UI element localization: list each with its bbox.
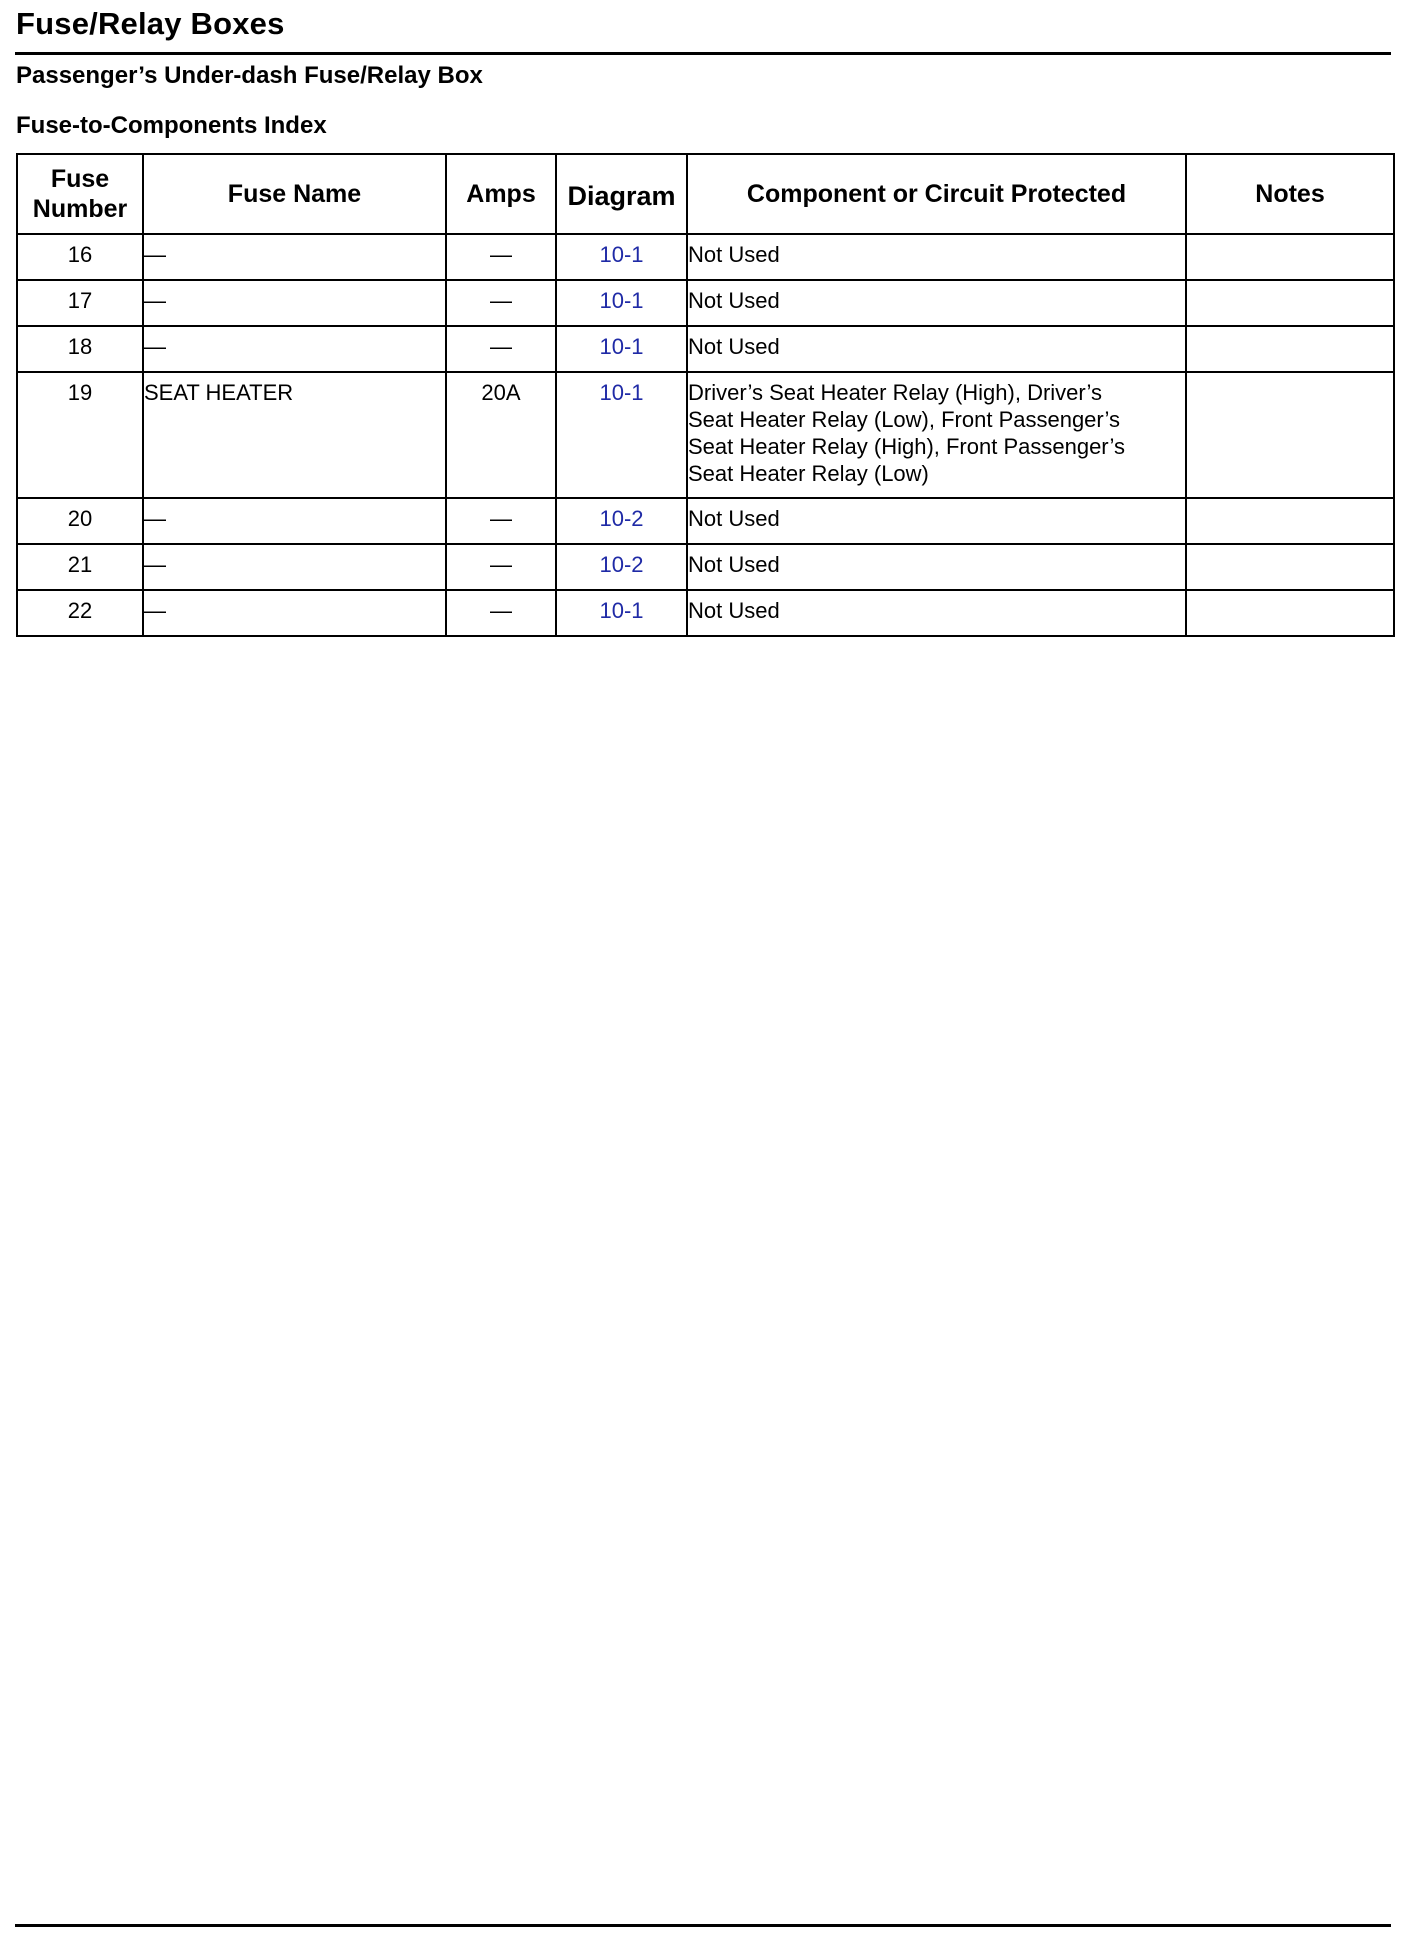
diagram-link[interactable]: 10-1	[556, 590, 687, 636]
fuse-number-cell: 16	[17, 234, 143, 280]
table-row	[17, 234, 1394, 280]
fuse-name-cell: —	[143, 590, 446, 636]
section-title: Passenger’s Under-dash Fuse/Relay Box	[16, 62, 483, 89]
footer-divider	[15, 1924, 1391, 1927]
index-title: Fuse-to-Components Index	[16, 112, 327, 139]
fuse-name-cell: —	[143, 326, 446, 372]
amps-cell: 20A	[446, 372, 556, 498]
notes-cell	[1186, 498, 1394, 544]
fuse-name-cell: —	[143, 498, 446, 544]
fuse-name-cell: SEAT HEATER	[143, 372, 446, 498]
table-row	[17, 544, 1394, 590]
component-cell: Not Used	[687, 544, 1186, 590]
amps-cell: —	[446, 280, 556, 326]
table-row	[17, 498, 1394, 544]
component-cell: Not Used	[687, 234, 1186, 280]
header-fuse-number-line2: Number	[32, 195, 128, 223]
notes-cell	[1186, 590, 1394, 636]
notes-cell	[1186, 234, 1394, 280]
amps-cell: —	[446, 498, 556, 544]
diagram-link[interactable]: 10-1	[556, 326, 687, 372]
notes-cell	[1186, 280, 1394, 326]
diagram-link[interactable]: 10-1	[556, 372, 687, 498]
component-line: Seat Heater Relay (High), Front Passenger’s	[688, 434, 1125, 459]
table-row	[17, 280, 1394, 326]
diagram-link[interactable]: 10-2	[556, 544, 687, 590]
table-row	[17, 326, 1394, 372]
component-cell: Not Used	[687, 280, 1186, 326]
component-line: Seat Heater Relay (Low)	[688, 461, 929, 486]
diagram-link[interactable]: 10-2	[556, 498, 687, 544]
fuse-number-cell: 17	[17, 280, 143, 326]
table-row	[17, 372, 1394, 498]
fuse-number-cell: 22	[17, 590, 143, 636]
header-component: Component or Circuit Protected	[687, 154, 1186, 234]
header-notes: Notes	[1186, 154, 1394, 234]
component-cell	[687, 372, 1186, 498]
title-divider	[15, 52, 1391, 55]
header-amps: Amps	[446, 154, 556, 234]
notes-cell	[1186, 544, 1394, 590]
header-fuse-number	[17, 154, 143, 234]
fuse-components-table	[16, 153, 1395, 637]
amps-cell: —	[446, 234, 556, 280]
notes-cell	[1186, 326, 1394, 372]
table-header-row	[17, 154, 1394, 234]
fuse-name-cell: —	[143, 544, 446, 590]
fuse-name-cell: —	[143, 234, 446, 280]
header-diagram: Diagram	[556, 154, 687, 234]
header-fuse-number-line1: Fuse	[50, 165, 110, 193]
component-cell: Not Used	[687, 590, 1186, 636]
amps-cell: —	[446, 590, 556, 636]
diagram-link[interactable]: 10-1	[556, 280, 687, 326]
fuse-number-cell: 19	[17, 372, 143, 498]
fuse-number-cell: 18	[17, 326, 143, 372]
fuse-number-cell: 20	[17, 498, 143, 544]
fuse-name-cell: —	[143, 280, 446, 326]
component-cell: Not Used	[687, 498, 1186, 544]
table-row	[17, 590, 1394, 636]
header-fuse-name: Fuse Name	[143, 154, 446, 234]
fuse-number-cell: 21	[17, 544, 143, 590]
amps-cell: —	[446, 326, 556, 372]
diagram-link[interactable]: 10-1	[556, 234, 687, 280]
component-line: Driver’s Seat Heater Relay (High), Driver’s	[688, 380, 1103, 405]
component-cell: Not Used	[687, 326, 1186, 372]
component-line: Seat Heater Relay (Low), Front Passenger’s	[688, 407, 1121, 432]
page-title: Fuse/Relay Boxes	[16, 6, 285, 41]
notes-cell	[1186, 372, 1394, 498]
amps-cell: —	[446, 544, 556, 590]
